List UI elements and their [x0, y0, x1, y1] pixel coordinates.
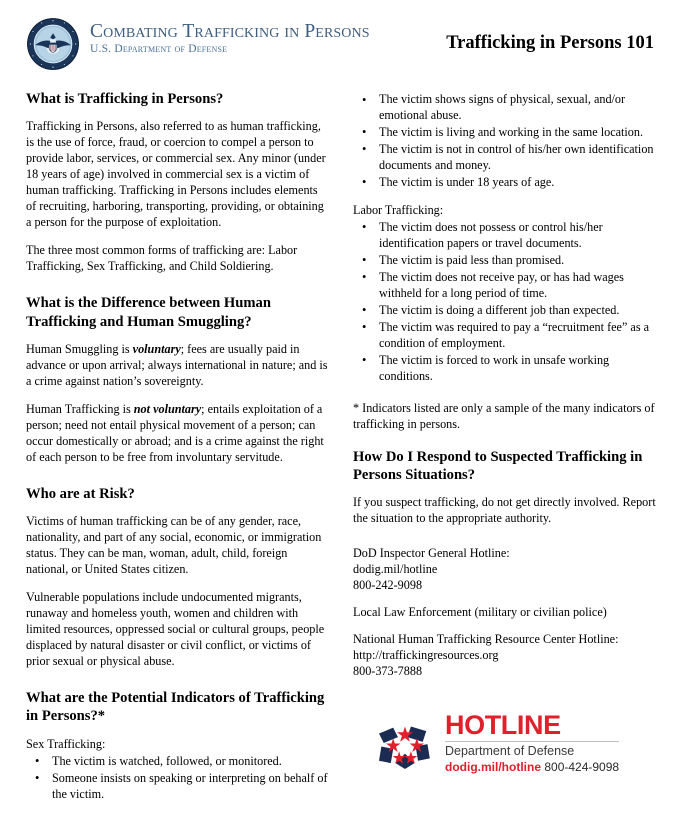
trafficking-emphasis: not voluntary — [133, 401, 202, 416]
list-item: • The victim does not receive pay, or has had wages withheld for a long period of time. — [353, 270, 656, 302]
spacer — [353, 433, 656, 448]
trafficking-paragraph — [26, 402, 329, 466]
document-header — [26, 16, 660, 76]
section-heading-difference: What is the Difference between Human Trafficking and Human Smuggling? — [26, 295, 271, 330]
section-heading-potential-indicators: What are the Potential Indicators of Trafficking in Persons?* — [26, 690, 325, 725]
brand-subtitle: U.S. Department of Defense — [90, 42, 228, 55]
right-column — [353, 90, 656, 774]
two-column-body — [26, 90, 660, 804]
contact-dod-ig-hotline — [353, 546, 656, 594]
trafficking-pre: Human Trafficking is — [26, 401, 134, 416]
page-title: Trafficking in Persons 101 — [446, 33, 654, 53]
list-item: • The victim is under 18 years of age. — [353, 175, 656, 191]
hotline-url[interactable]: dodig.mil/hotline — [445, 759, 541, 774]
contact-local-law-enforcement: Local Law Enforcement (military or civilian police) — [353, 605, 607, 620]
smuggling-post: ; fees are usually paid in advance or upon arrival; always international in nature; and is a crime against nation’s sovereignty. — [26, 341, 328, 388]
dod-seal-icon — [26, 17, 80, 71]
indicators-footnote: * Indicators listed are only a sample of the many indicators of trafficking in persons. — [353, 400, 655, 431]
hotline-wordmark: HOTLINE — [445, 710, 561, 741]
brand-lockup — [90, 16, 370, 57]
spacer — [353, 594, 656, 605]
left-column — [26, 90, 329, 804]
list-item: • The victim is paid less than promised. — [353, 253, 656, 269]
list-item: • The victim is not in control of his/her own identification documents and money. — [353, 142, 656, 174]
contact-dod-ig-url[interactable]: dodig.mil/hotline — [353, 562, 438, 577]
spacer — [26, 682, 329, 689]
smuggling-emphasis: voluntary — [132, 341, 181, 356]
contact-dod-ig-phone: 800-242-9098 — [353, 578, 423, 593]
contact-nhtrc-url[interactable]: http://traffickingresources.org — [353, 648, 499, 663]
list-item: • The victim is living and working in the same location. — [353, 125, 656, 141]
contact-nhtrc-phone: 800-373-7888 — [353, 664, 423, 679]
labor-trafficking-label: Labor Trafficking: — [353, 202, 444, 217]
spacer — [353, 192, 656, 203]
list-item: • The victim was required to pay a “recruitment fee” as a condition of employment. — [353, 320, 656, 352]
how-respond-paragraph: If you suspect trafficking, do not get directly involved. Report the situation to the appropriate authority. — [353, 495, 656, 526]
trafficking-post: ; entails exploitation of a person; need not entail physical movement of a person; can occur domestically or abroad; and is a crime against the right of each person to be free from involuntary servitude. — [26, 401, 324, 464]
list-item: • The victim is forced to work in unsafe working conditions. — [353, 353, 656, 385]
hotline-subtitle: Department of Defense — [445, 744, 575, 759]
hotline-contact-row — [445, 760, 619, 774]
section-heading-who-at-risk: Who are at Risk? — [26, 485, 135, 502]
spacer — [26, 478, 329, 485]
list-item: • Someone insists on speaking or interpreting on behalf of the victim. — [26, 771, 329, 803]
list-item: • The victim shows signs of physical, sexual, and/or emotional abuse. — [353, 92, 656, 124]
who-at-risk-paragraph-2: Vulnerable populations include undocumented migrants, runaway and homeless youth, women and children with limited resources, oppressed social or cultural groups, people displaced by natural disaster or civil conflict, or victims of prior sexual or physical abuse. — [26, 590, 325, 669]
list-item: • The victim is watched, followed, or monitored. — [26, 754, 329, 770]
smuggling-paragraph — [26, 342, 329, 390]
brand-title: Combating Trafficking in Persons — [90, 21, 370, 42]
who-at-risk-paragraph-1: Victims of human trafficking can be of any gender, race, nationality, and part of any social, economic, or immigration status. They can be man, woman, adult, child, foreign national, or United States citizen. — [26, 514, 322, 577]
spacer — [353, 621, 656, 632]
dod-hotline-logo — [375, 712, 656, 774]
contact-dod-ig-name: DoD Inspector General Hotline: — [353, 546, 510, 561]
list-item: • The victim does not possess or control his/her identification papers or travel documents. — [353, 220, 656, 252]
hotline-divider — [445, 741, 619, 742]
hotline-wordmark-block — [445, 712, 619, 774]
list-item: • The victim is doing a different job than expected. — [353, 303, 656, 319]
what-is-tip-paragraph-2: The three most common forms of trafficking are: Labor Trafficking, Sex Trafficking, and Child Soldiering. — [26, 243, 298, 274]
sex-trafficking-bullet-list — [26, 754, 329, 803]
section-heading-how-respond: How Do I Respond to Suspected Trafficking in Persons Situations? — [353, 448, 643, 484]
hotline-phone: 800-424-9098 — [544, 759, 620, 774]
labor-trafficking-bullet-list — [353, 220, 656, 385]
sex-trafficking-label: Sex Trafficking: — [26, 736, 106, 751]
hotline-pinwheel-stars-icon — [375, 717, 435, 769]
contact-nhtrc-name: National Human Trafficking Resource Center Hotline: — [353, 632, 619, 647]
contact-nhtrc-hotline — [353, 632, 656, 680]
spacer — [26, 287, 329, 294]
spacer — [353, 386, 656, 401]
section-heading-what-is-tip: What is Trafficking in Persons? — [26, 91, 224, 107]
sex-trafficking-bullet-list-continued — [353, 92, 656, 191]
smuggling-pre: Human Smuggling is — [26, 341, 133, 356]
spacer — [353, 539, 656, 546]
what-is-tip-paragraph-1: Trafficking in Persons, also referred to as human trafficking, is the use of force, fraud, or coercion to compel a person to provide labor, services, or commercial sex. Any minor (under 18 years of age) involved in commercial sex is a victim of human trafficking. Trafficking in Persons includes elements of recruiting, harboring, transporting, providing, or obtaining a person for the purpose of exploitation. — [26, 119, 326, 230]
